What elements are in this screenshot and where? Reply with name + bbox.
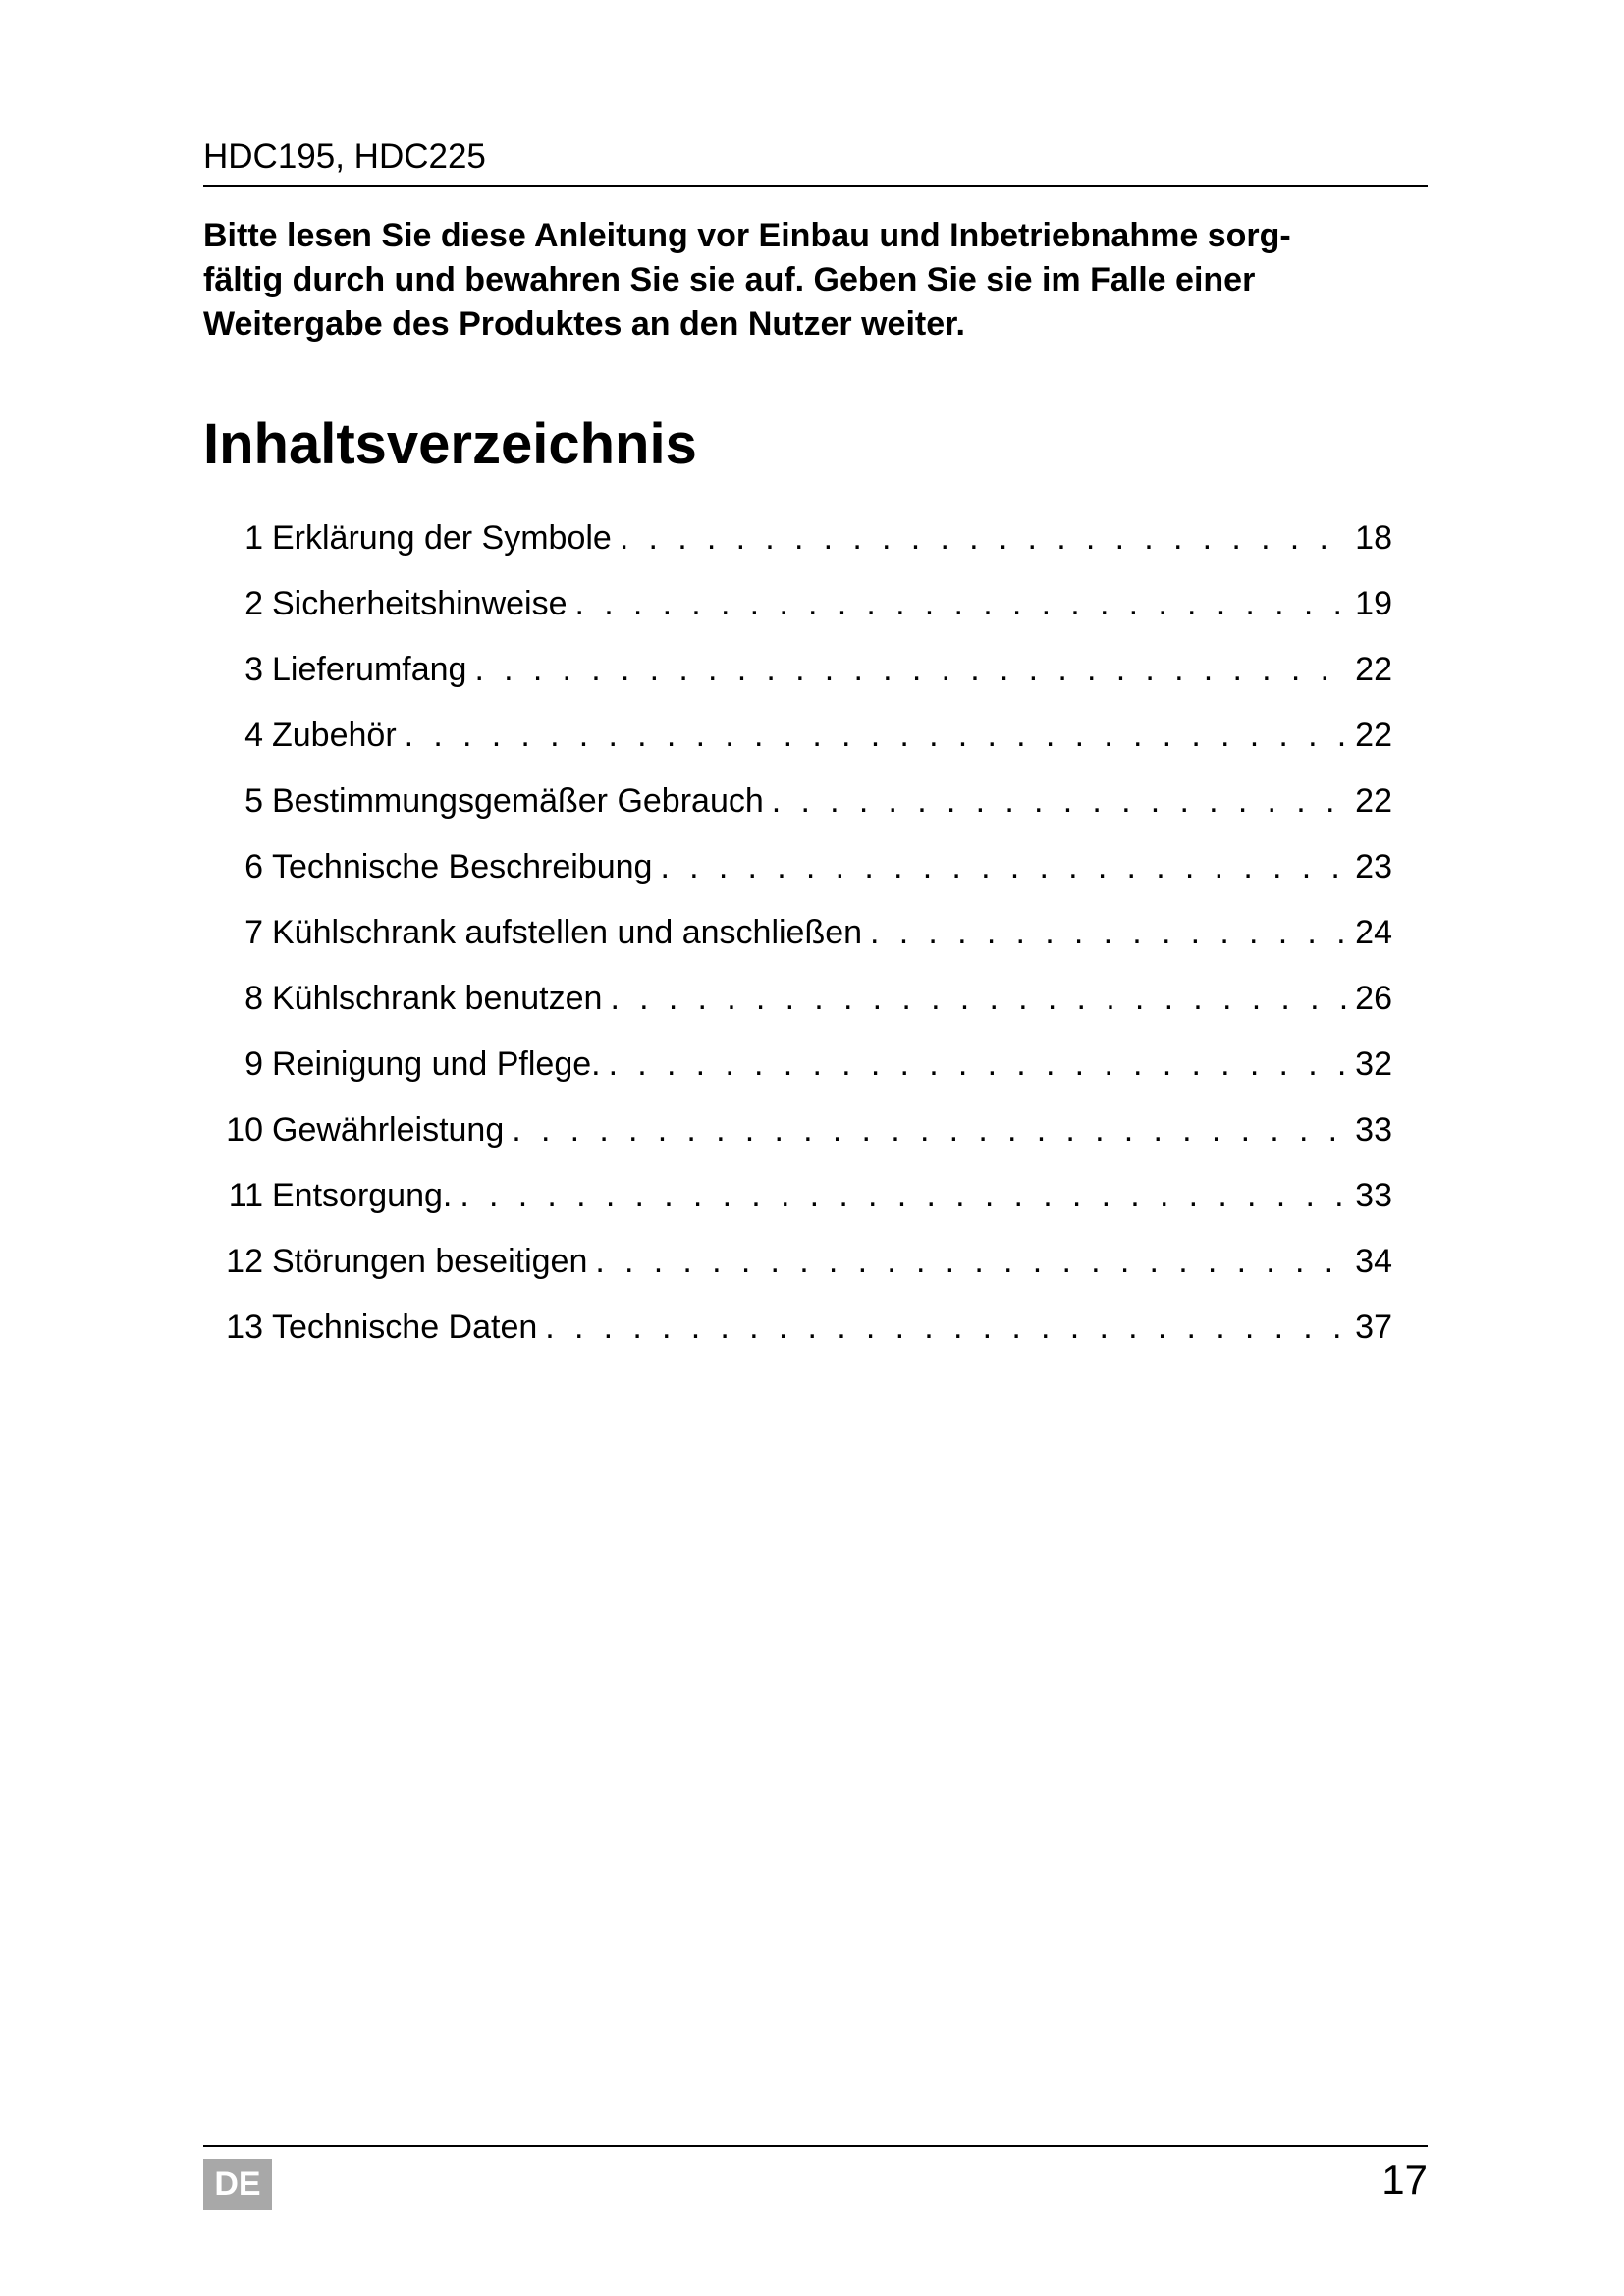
toc-entry-number: 4 xyxy=(244,716,263,754)
toc-entry-number: 10 xyxy=(226,1110,263,1148)
toc-entry[interactable] xyxy=(218,1031,1392,1096)
toc-entry-label: Technische Beschreibung xyxy=(272,847,653,885)
model-label: HDC195, HDC225 xyxy=(203,137,486,176)
toc-leader-dots xyxy=(512,1110,1349,1149)
toc-leader-dots xyxy=(405,716,1350,755)
toc-entry-label: Gewährleistung xyxy=(272,1110,505,1148)
toc-entry-number: 9 xyxy=(244,1044,263,1083)
intro-line: Bitte lesen Sie diese Anleitung vor Einbau und Inbetriebnahme sorg- xyxy=(203,217,1291,254)
page-number: 17 xyxy=(1381,2157,1428,2203)
toc-leader-dots xyxy=(575,584,1350,623)
toc-entry-number: 1 xyxy=(244,518,263,557)
toc-entry-label: Sicherheitshinweise xyxy=(272,584,568,622)
toc-entry[interactable] xyxy=(218,1096,1392,1162)
toc-entry[interactable] xyxy=(218,505,1392,570)
intro-line: fältig durch und bewahren Sie sie auf. Geben Sie sie im Falle einer xyxy=(203,261,1256,298)
toc-leader-dots xyxy=(609,1044,1350,1084)
toc-entry-page: 19 xyxy=(1355,584,1392,622)
toc-leader-dots xyxy=(610,979,1349,1018)
toc-entry-number: 7 xyxy=(244,913,263,951)
toc-entry-page: 33 xyxy=(1355,1176,1392,1214)
toc-entry-label: Lieferumfang xyxy=(272,650,467,688)
toc-entry[interactable] xyxy=(218,1294,1392,1360)
toc-entry[interactable] xyxy=(218,768,1392,833)
toc-entry[interactable] xyxy=(218,899,1392,965)
toc-entry[interactable] xyxy=(218,1228,1392,1294)
toc-entry-label: Reinigung und Pflege. xyxy=(272,1044,601,1083)
toc-entry-label: Entsorgung. xyxy=(272,1176,453,1214)
toc-entry[interactable] xyxy=(218,636,1392,702)
toc-entry-page: 32 xyxy=(1355,1044,1392,1083)
toc-leader-dots xyxy=(460,1176,1349,1215)
table-of-contents xyxy=(218,505,1392,1360)
toc-entry[interactable] xyxy=(218,702,1392,768)
toc-entry[interactable] xyxy=(218,570,1392,636)
toc-entry-number: 8 xyxy=(244,979,263,1017)
toc-entry-page: 33 xyxy=(1355,1110,1392,1148)
toc-entry-page: 34 xyxy=(1355,1242,1392,1280)
toc-entry-label: Kühlschrank benutzen xyxy=(272,979,603,1017)
intro-notice xyxy=(203,214,1431,347)
intro-line: Weitergabe des Produktes an den Nutzer weiter. xyxy=(203,305,965,343)
toc-entry[interactable] xyxy=(218,965,1392,1031)
toc-leader-dots xyxy=(660,847,1349,886)
toc-leader-dots xyxy=(595,1242,1349,1281)
toc-entry-number: 13 xyxy=(226,1308,263,1346)
toc-leader-dots xyxy=(474,650,1349,689)
language-badge: DE xyxy=(203,2159,272,2210)
toc-entry-label: Störungen beseitigen xyxy=(272,1242,588,1280)
toc-leader-dots xyxy=(620,518,1349,558)
toc-entry-page: 37 xyxy=(1355,1308,1392,1346)
toc-title: Inhaltsverzeichnis xyxy=(203,412,697,476)
toc-entry-number: 5 xyxy=(244,781,263,820)
toc-entry-page: 18 xyxy=(1355,518,1392,557)
toc-entry-label: Bestimmungsgemäßer Gebrauch xyxy=(272,781,764,820)
toc-entry-label: Technische Daten xyxy=(272,1308,538,1346)
toc-entry-page: 22 xyxy=(1355,650,1392,688)
toc-entry-number: 3 xyxy=(244,650,263,688)
toc-entry-number: 2 xyxy=(244,584,263,622)
toc-entry-label: Erklärung der Symbole xyxy=(272,518,612,557)
toc-entry-number: 12 xyxy=(226,1242,263,1280)
toc-entry-label: Kühlschrank aufstellen und anschließen xyxy=(272,913,863,951)
toc-leader-dots xyxy=(545,1308,1349,1347)
toc-leader-dots xyxy=(870,913,1349,952)
page-footer xyxy=(203,2145,1428,2214)
page-header xyxy=(203,133,1428,187)
toc-entry-page: 22 xyxy=(1355,716,1392,754)
toc-entry[interactable] xyxy=(218,1162,1392,1228)
toc-entry-number: 6 xyxy=(244,847,263,885)
toc-entry-page: 22 xyxy=(1355,781,1392,820)
toc-entry-number: 11 xyxy=(228,1176,263,1214)
toc-leader-dots xyxy=(772,781,1349,821)
toc-entry-page: 26 xyxy=(1355,979,1392,1017)
toc-entry-page: 24 xyxy=(1355,913,1392,951)
toc-entry[interactable] xyxy=(218,833,1392,899)
toc-entry-page: 23 xyxy=(1355,847,1392,885)
toc-entry-label: Zubehör xyxy=(272,716,397,754)
